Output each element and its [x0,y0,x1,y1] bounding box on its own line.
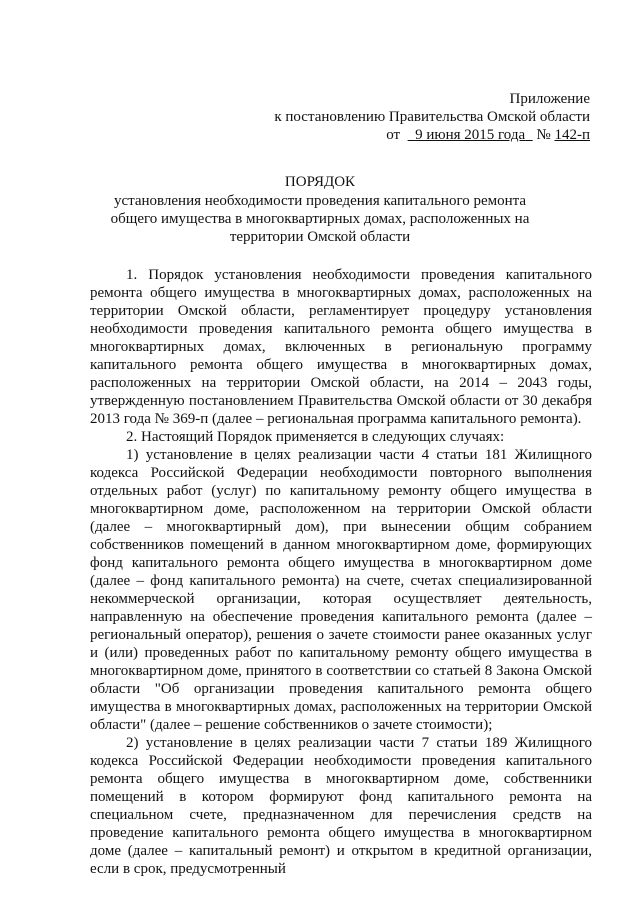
paragraph: 1) установление в целях реализации части 4 статьи 181 Жилищного кодекса Российской Федерации необходимости повторного выполнения отдельных работ (услуг) по капитальному ремонту общего имущества в многоквартирном доме, расположенном на территории Омской области (далее – многоквартирный дом), при вынесении общим собранием собственников помещений в данном многоквартирном доме, формирующих фонд капитального ремонта общего имущества в многоквартирном доме (далее – фонд капитального ремонта) на счете, счетах специализированной некоммерческой организации, которая осуществляет деятельность, направленную на обеспечение проведения капитального ремонта (далее – региональный оператор), решения о зачете стоимости ранее оказанных услуг и (или) проведенных работ по капитальному ремонту общего имущества в многоквартирном доме, принятого в соответствии со статьей 8 Закона Омской области "Об организации проведения капитального ремонта общего имущества в многоквартирных домах, расположенных на территории Омской области" (далее – решение собственников о зачете стоимости); [90,447,592,733]
title-subtitle: установления необходимости проведения капитального ремонта общего имущества в многоквартирных домах, расположенных на территории Омской области [110,193,530,245]
number-prefix: № [536,127,551,143]
paragraph: 1. Порядок установления необходимости проведения капитального ремонта общего имущества в многоквартирных домах, расположенных на территории Омской области, регламентирует процедуру установления необходимости проведения капитального ремонта общего имущества в многоквартирных домах, включенных в региональную программу капитального ремонта общего имущества в многоквартирных домах, расположенных на территории Омской области, на 2014 – 2043 годы, утвержденную постановлением Правительства Омской области от 30 декабря 2013 года № 369-п (далее – региональная программа капитального ремонта). [90,267,592,427]
resolution-date: 9 июня 2015 года [415,127,526,143]
paragraph: 2) установление в целях реализации части 7 статьи 189 Жилищного кодекса Российской Федерации необходимости проведения капитального ремонта общего имущества в многоквартирном доме, собственники помещений в котором формируют фонд капитального ремонта на специальном счете, предназначенном для перечисления средств на проведение капитального ремонта общего имущества в многоквартирном доме (далее – капитальный ремонт) и открытом в кредитной организации, если в срок, предусмотренный [90,735,592,877]
appendix-label: Приложение [509,91,590,107]
resolution-reference: к постановлению Правительства Омской области [274,109,590,125]
resolution-number: 142-п [554,127,590,143]
appendix-header [230,90,590,144]
document-title [90,173,550,246]
date-prefix: от [386,127,401,143]
title-heading: ПОРЯДОК [284,174,356,190]
resolution-date-number [230,126,590,144]
document-body [90,266,592,878]
paragraph: 2. Настоящий Порядок применяется в следующих случаях: [126,429,505,445]
